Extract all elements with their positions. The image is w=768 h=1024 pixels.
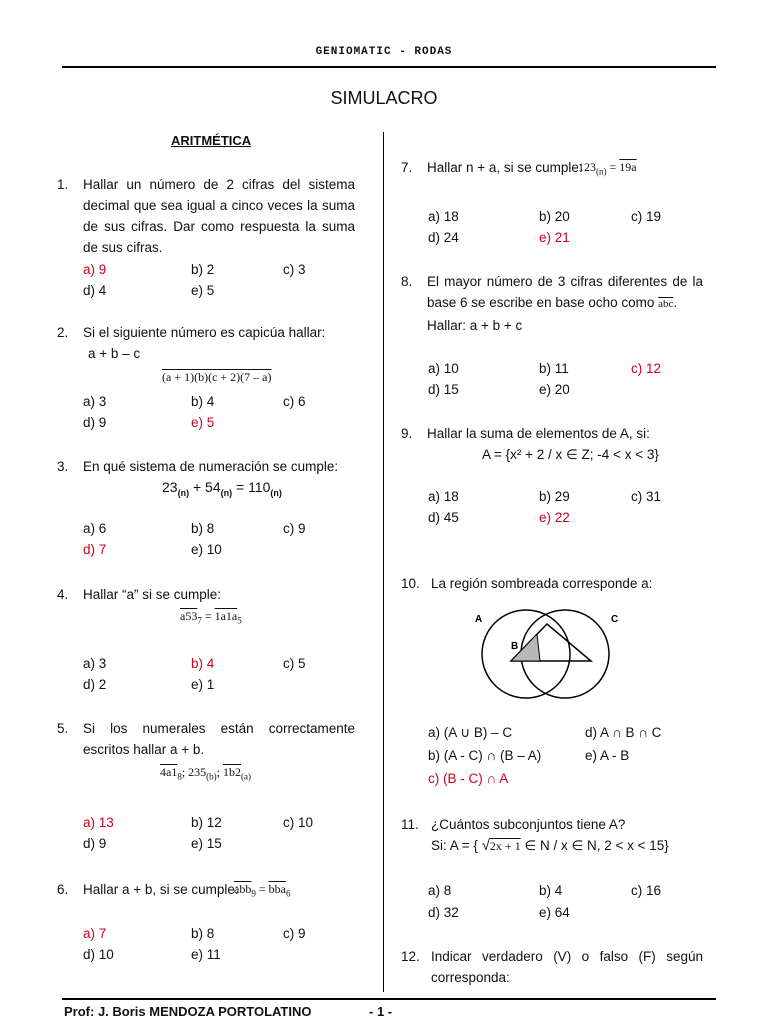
equation — [180, 609, 242, 625]
option-e: e) 20 — [539, 382, 570, 397]
set-definition: A = {x² + 2 / x ∈ Z; -4 < x < 3} — [482, 447, 659, 462]
option-a: a) 18 — [428, 489, 459, 504]
option-c: c) 3 — [283, 262, 306, 277]
lhs-base: 7 — [197, 615, 202, 626]
option-d: d) 45 — [428, 510, 459, 525]
option-c: c) 12 — [631, 361, 662, 376]
equals: = — [606, 160, 620, 174]
option-a: a) 10 — [428, 361, 459, 376]
set-prefix: Si: A = { — [431, 838, 478, 853]
option-d: d) 4 — [83, 283, 107, 298]
question-text: En qué sistema de numeración se cumple: — [83, 459, 339, 474]
rhs-numeral: 19a — [619, 160, 637, 174]
footer-rule — [62, 998, 716, 1000]
equation — [162, 479, 282, 498]
lhs-base: (n) — [596, 166, 607, 177]
term-2: + 54 — [189, 479, 221, 495]
overlined-numeral: $\overline{abc}$ — [658, 298, 674, 310]
option-d: d) 9 — [83, 415, 107, 430]
subject-heading: ARITMÉTICA — [171, 133, 252, 148]
option-a: a) 8 — [428, 883, 452, 898]
period: . — [673, 295, 678, 310]
page-header: GENIOMATIC - RODAS — [315, 46, 453, 58]
question-text: Hallar un número de 2 cifras del sistema decimal que sea igual a cinco veces la suma de sus cifras. Dar como respuesta la suma de sus cifras. — [83, 177, 355, 255]
rhs-base: 5 — [237, 615, 242, 626]
numeral-1-base: 8 — [177, 771, 182, 782]
option-b: b) 12 — [191, 815, 222, 830]
equals: = — [201, 609, 215, 623]
question-text: Si el siguiente número es capicúa hallar: — [83, 325, 326, 340]
header-rule — [62, 66, 716, 68]
lhs-base: 9 — [251, 888, 256, 899]
radicand: 2x + 1 — [489, 839, 521, 853]
option-e: e) 22 — [539, 510, 570, 525]
option-b: b) 8 — [191, 521, 215, 536]
question-subtext: Hallar: a + b + c — [427, 318, 523, 333]
option-e: e) 1 — [191, 677, 215, 692]
numeral-3: 1b2 — [223, 765, 242, 779]
option-c: c) 9 — [283, 521, 306, 536]
term-1: 23 — [162, 479, 178, 495]
option-d: d) 2 — [83, 677, 107, 692]
option-d: d) 32 — [428, 905, 459, 920]
option-c: c) 19 — [631, 209, 662, 224]
question-number: 11. — [401, 817, 419, 832]
question-text: Hallar “a” si se cumple: — [83, 587, 222, 602]
question-number: 10. — [401, 576, 420, 591]
question-text: ¿Cuántos subconjuntos tiene A? — [431, 817, 626, 832]
option-e: e) 21 — [539, 230, 570, 245]
option-b: b) 29 — [539, 489, 570, 504]
option-a: a) 3 — [83, 394, 107, 409]
option-b: b) (A - C) ∩ (B – A) — [428, 748, 542, 763]
numerals — [160, 765, 251, 781]
option-b: b) 20 — [539, 209, 570, 224]
question-number: 2. — [57, 325, 69, 340]
question-text: Hallar n + a, si se cumple: — [427, 160, 583, 175]
option-c: c) 9 — [283, 926, 306, 941]
rhs-numeral: $\overline{bba}$ — [268, 882, 286, 896]
venn-diagram — [470, 605, 630, 715]
option-d: d) 7 — [83, 542, 107, 557]
sqrt-icon: √ — [481, 837, 490, 854]
footer-author: Prof: J. Boris MENDOZA PORTOLATINO — [64, 1004, 312, 1019]
question-text: Indicar verdadero (V) o falso (F) según corresponda: — [431, 949, 703, 985]
option-a: a) 18 — [428, 209, 459, 224]
question-text: Hallar a + b, si se cumple: — [83, 882, 239, 897]
question-number: 4. — [57, 587, 69, 602]
option-b: b) 4 — [539, 883, 563, 898]
equation — [578, 160, 637, 176]
question-number: 12. — [401, 949, 420, 964]
question-number: 9. — [401, 426, 413, 441]
set-definition — [431, 837, 669, 854]
option-b: b) 4 — [191, 656, 215, 671]
question-text: Si los numerales están correctamente escritos hallar a + b. — [83, 721, 355, 757]
label-c: C — [611, 614, 619, 625]
set-suffix: ∈ N / x ∈ N, 2 < x < 15} — [524, 838, 669, 853]
rhs-numeral: 1a1a — [214, 609, 238, 623]
numeral-1: 4a1 — [160, 765, 178, 779]
label-b: B — [511, 641, 519, 652]
option-a: a) 13 — [83, 815, 114, 830]
option-d: d) A ∩ B ∩ C — [585, 725, 662, 740]
equals: = — [255, 882, 269, 896]
option-d: d) 24 — [428, 230, 459, 245]
lhs-numeral: 123 — [578, 160, 596, 174]
base-1: (n) — [177, 487, 190, 498]
question-number: 5. — [57, 721, 69, 736]
option-b: b) 11 — [539, 361, 569, 376]
lhs-numeral: a53 — [180, 609, 198, 623]
expression: a + b – c — [88, 346, 141, 361]
option-c: c) 5 — [283, 656, 306, 671]
column-divider — [383, 132, 384, 992]
page-title: SIMULACRO — [330, 88, 438, 108]
term-3: = 110 — [232, 479, 271, 495]
numeral-2-base: (b) — [206, 771, 217, 782]
option-c: c) 6 — [283, 394, 306, 409]
option-e: e) 64 — [539, 905, 570, 920]
option-c: c) 31 — [631, 489, 662, 504]
option-a: a) 6 — [83, 521, 107, 536]
base-3: (n) — [270, 487, 282, 498]
question-text: El mayor número de 3 cifras diferentes de la base 6 se escribe en base ocho como — [427, 274, 703, 310]
question-number: 6. — [57, 882, 69, 897]
option-c: c) 16 — [631, 883, 662, 898]
question-number: 8. — [401, 274, 413, 289]
option-d: d) 10 — [83, 947, 114, 962]
option-c: c) (B - C) ∩ A — [428, 771, 509, 786]
capicua-number: (a + 1)(b)(c + 2)(7 – a) — [162, 370, 272, 384]
label-a: A — [475, 614, 483, 625]
option-e: e) 11 — [191, 947, 221, 962]
option-a: a) 7 — [83, 926, 107, 941]
rhs-base: 6 — [285, 888, 291, 899]
option-b: b) 8 — [191, 926, 215, 941]
lhs-numeral: $\overline{abb}$ — [234, 882, 252, 896]
question-text: Hallar la suma de elementos de A, si: — [427, 426, 650, 441]
option-e: e) 10 — [191, 542, 222, 557]
option-b: b) 2 — [191, 262, 215, 277]
question-number: 1. — [57, 177, 69, 192]
equation — [234, 882, 290, 898]
footer-page-number: - 1 - — [369, 1004, 393, 1019]
option-e: e) A - B — [585, 748, 630, 763]
question-text: La región sombreada corresponde a: — [431, 576, 653, 591]
base-2: (n) — [220, 487, 233, 498]
option-a: a) (A ∪ B) – C — [428, 725, 513, 740]
option-e: e) 15 — [191, 836, 222, 851]
question-number: 3. — [57, 459, 69, 474]
option-d: d) 15 — [428, 382, 459, 397]
option-a: a) 3 — [83, 656, 107, 671]
option-e: e) 5 — [191, 415, 215, 430]
separator: ; — [216, 765, 224, 779]
question-number: 7. — [401, 160, 413, 175]
option-d: d) 9 — [83, 836, 107, 851]
option-a: a) 9 — [83, 262, 107, 277]
numeral-3-base: (a) — [241, 771, 252, 782]
option-e: e) 5 — [191, 283, 215, 298]
numeral-2: ; 235 — [181, 765, 207, 779]
option-b: b) 4 — [191, 394, 215, 409]
option-c: c) 10 — [283, 815, 314, 830]
